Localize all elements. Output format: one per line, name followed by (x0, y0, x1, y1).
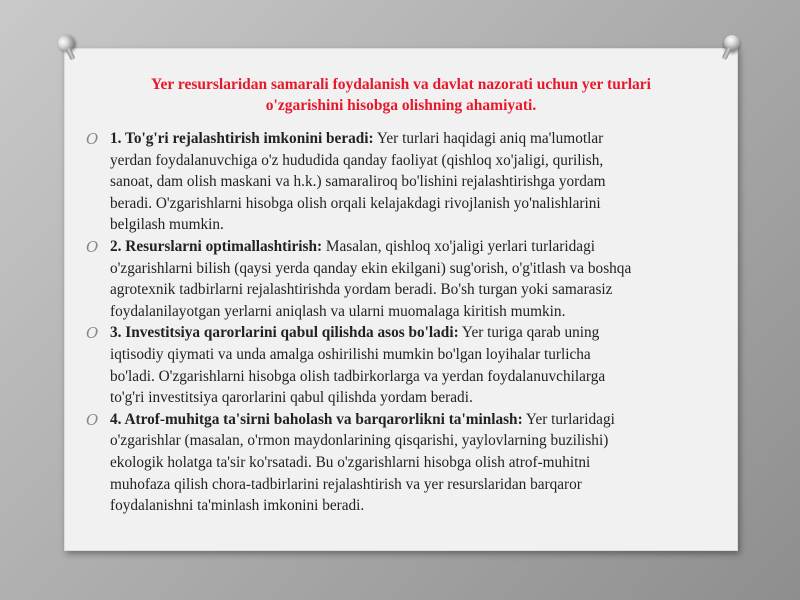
item-text: Yer turiga qarab uning (458, 324, 600, 342)
item-text-line: sanoat, dam olish maskani va h.k.) samaraliroq bo'lishini rejalashtirishga yordam (110, 173, 606, 191)
item-text-line: ekologik holatga ta'sir ko'rsatadi. Bu o'zgarishlarni hisobga olish atrof-muhitni (110, 453, 591, 471)
item-heading: 1. To'g'ri rejalashtirish imkonini beradi: (110, 130, 374, 147)
bullet-icon: O (86, 324, 99, 343)
bullet-icon: O (86, 130, 99, 148)
list-item (86, 128, 726, 236)
slide-title-line-2: o'zgarishini hisobga olishning ahamiyati. (265, 97, 537, 114)
item-text-line: to'g'ri investitsiya qarorlarini qabul qilishda yordam beradi. (110, 389, 473, 407)
item-text: Yer turlari haqidagi aniq ma'lumotlar (373, 130, 604, 147)
bullet-icon: O (86, 237, 99, 256)
list-item (86, 409, 726, 517)
bullet-icon: O (86, 410, 99, 429)
item-text: Yer turlaridagi (522, 410, 615, 428)
item-heading: 3. Investitsiya qarorlarini qabul qilishda asos bo'ladi: (110, 324, 459, 342)
item-text-line: foydalanishni ta'minlash imkonini beradi. (110, 497, 365, 515)
item-text-line: iqtisodiy qiymati va unda amalga oshirilishi mumkin bo'lgan loyihalar turlicha (110, 345, 591, 363)
item-text-line: yerdan foydalanuvchiga o'z hududida qanday faoliyat (qishloq xo'jaligi, qurilish, (110, 151, 604, 169)
pushpin-icon (721, 32, 742, 53)
slide-card (64, 48, 738, 551)
item-heading: 2. Resurslarni optimallashtirish: (110, 237, 323, 255)
item-text-line: beradi. O'zgarishlarni hisobga olish orqali kelajakdagi rivojlanish yo'nalishlarini (110, 194, 601, 212)
list-item (86, 236, 726, 322)
bullet-list (86, 128, 726, 517)
item-text-line: agrotexnik tadbirlarni rejalashtirishda yordam beradi. Bo'sh turgan yoki samarasiz (110, 281, 613, 299)
item-heading: 4. Atrof-muhitga ta'sirni baholash va barqarorlikni ta'minlash: (110, 410, 523, 428)
item-text: Masalan, qishloq xo'jaligi yerlari turlaridagi (322, 237, 595, 255)
item-text-line: foydalanilayotgan yerlarni aniqlash va ularni muomalaga kiritish mumkin. (110, 302, 566, 320)
list-item (86, 322, 726, 408)
slide-title (64, 74, 738, 116)
item-text-line: bo'ladi. O'zgarishlarni hisobga olish tadbirkorlarga va yerdan foydalanuvchilarga (110, 367, 606, 385)
item-text-line: o'zgarishlar (masalan, o'rmon maydonlarining qisqarishi, yaylovlarning buzilishi) (110, 432, 609, 450)
item-text-line: belgilash mumkin. (110, 216, 224, 234)
item-text-line: muhofaza qilish chora-tadbirlarini rejalashtirish va yer resurslaridan barqaror (110, 475, 582, 493)
item-text-line: o'zgarishlarni bilish (qaysi yerda qanday ekin ekilgani) sug'orish, o'g'itlash va boshqa (110, 259, 632, 277)
slide-title-line-1: Yer resurslaridan samarali foydalanish va davlat nazorati uchun yer turlari (151, 76, 651, 93)
